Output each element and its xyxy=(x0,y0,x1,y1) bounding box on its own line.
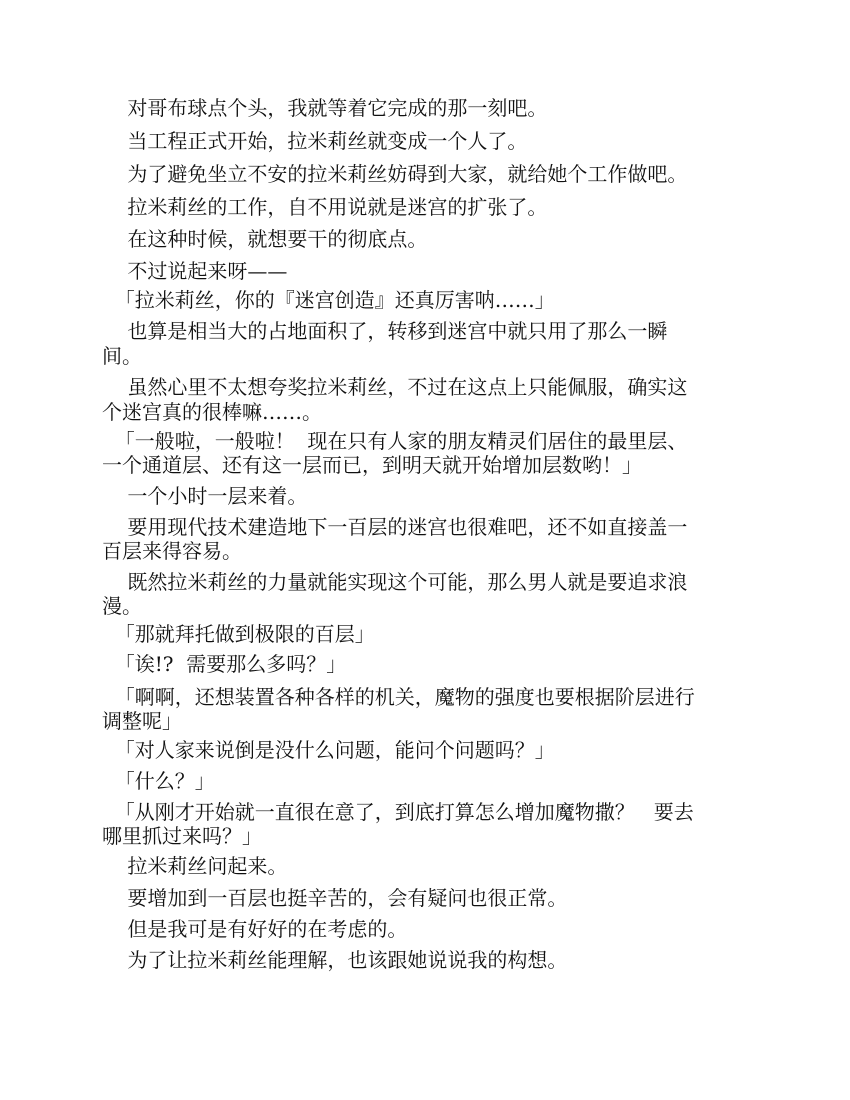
text-line: 哪里抓过来吗？」 xyxy=(102,824,262,848)
text-line: 漫。 xyxy=(102,594,142,618)
text-line: 「那就拜托做到极限的百层」 xyxy=(102,622,375,646)
text-line: 为了避免坐立不安的拉米莉丝妨碍到大家，就给她个工作做吧。 xyxy=(102,162,688,186)
text-line: 「对人家来说倒是没什么问题，能问个问题吗？」 xyxy=(102,738,555,762)
text-line: 但是我可是有好好的在考虑的。 xyxy=(102,917,408,941)
text-line: 既然拉米莉丝的力量就能实现这个可能，那么男人就是要追求浪 xyxy=(102,570,688,594)
text-line: 「什么？」 xyxy=(102,769,215,793)
text-line: 「一般啦，一般啦！ 现在只有人家的朋友精灵们居住的最里层、 xyxy=(102,429,688,453)
text-line: 要用现代技术建造地下一百层的迷宫也很难吧，还不如直接盖一 xyxy=(102,515,688,539)
text-line: 「从刚才开始就一直很在意了，到底打算怎么增加魔物撒？ 要去 xyxy=(102,800,694,824)
text-line: 不过说起来呀—— xyxy=(102,259,288,283)
text-line: 「诶!? 需要那么多吗？」 xyxy=(102,652,347,676)
text-line: 个迷宫真的很棒嘛……。 xyxy=(102,400,322,424)
text-line: 拉米莉丝问起来。 xyxy=(102,854,288,878)
text-line: 「啊啊，还想装置各种各样的机关，魔物的强度也要根据阶层进行 xyxy=(102,685,695,709)
text-line: 在这种时候，就想要干的彻底点。 xyxy=(102,227,428,251)
text-line: 一个通道层、还有这一层而已，到明天就开始增加层数哟！」 xyxy=(102,453,642,477)
text-line: 要增加到一百层也挺辛苦的，会有疑问也很正常。 xyxy=(102,886,568,910)
text-line: 一个小时一层来着。 xyxy=(102,484,308,508)
text-line: 为了让拉米莉丝能理解，也该跟她说说我的构想。 xyxy=(102,948,568,972)
text-line: 当工程正式开始，拉米莉丝就变成一个人了。 xyxy=(102,129,528,153)
text-line: 虽然心里不太想夸奖拉米莉丝，不过在这点上只能佩服，确实这 xyxy=(102,375,688,399)
text-line: 百层来得容易。 xyxy=(102,539,242,563)
text-line: 间。 xyxy=(102,344,142,368)
text-line: 调整呢」 xyxy=(102,709,182,733)
text-line: 也算是相当大的占地面积了，转移到迷宫中就只用了那么一瞬 xyxy=(102,319,668,343)
text-line: 「拉米莉丝，你的『迷宫创造』还真厉害呐……」 xyxy=(102,288,555,312)
text-line: 拉米莉丝的工作，自不用说就是迷宫的扩张了。 xyxy=(102,195,548,219)
text-line: 对哥布球点个头，我就等着它完成的那一刻吧。 xyxy=(102,96,548,120)
